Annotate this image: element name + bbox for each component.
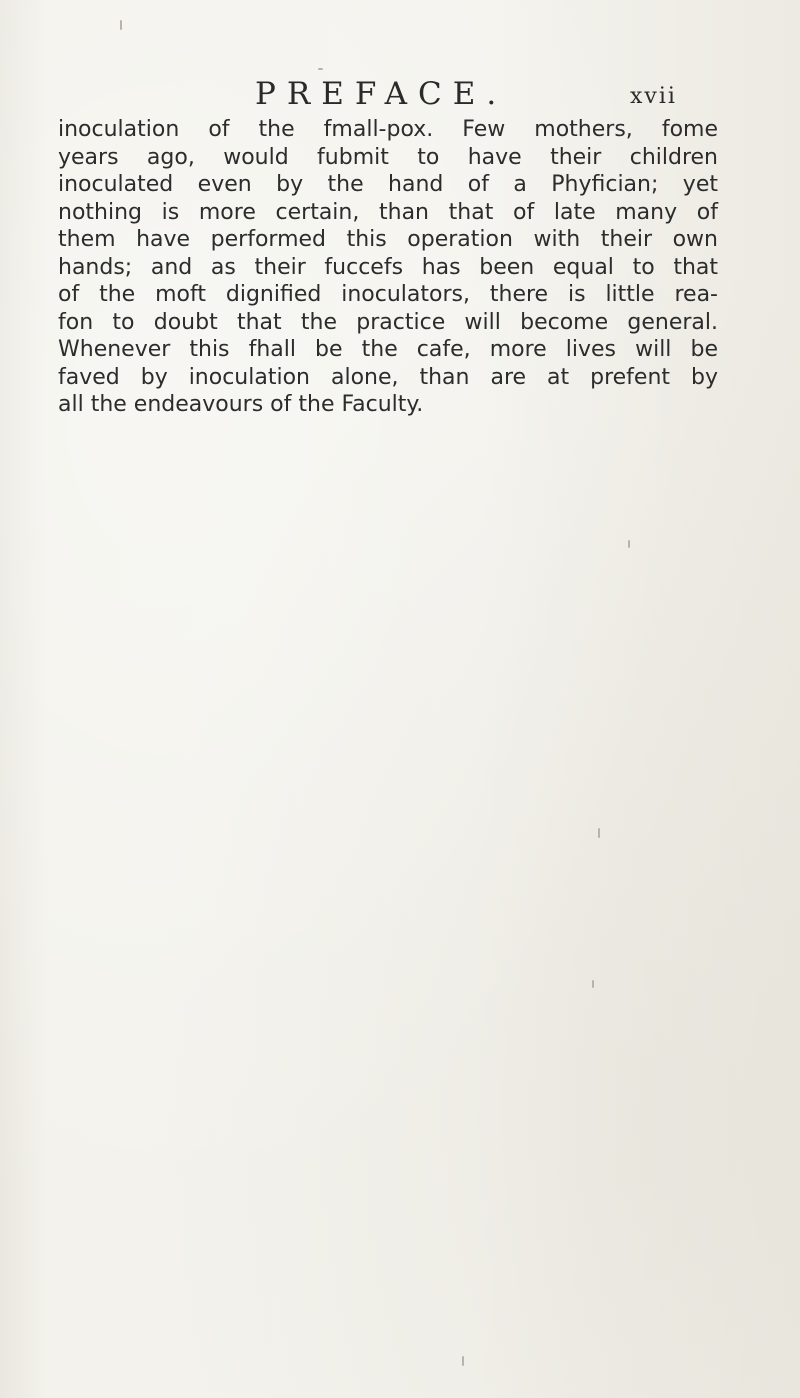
- text-line: hands; and as their fuccefs has been equal to that: [58, 254, 718, 280]
- body-paragraph: [58, 116, 718, 419]
- paper-speck: [318, 68, 323, 70]
- page-number: xvii: [630, 84, 677, 109]
- text-line: inoculation of the fmall-pox. Few mothers, fome: [58, 117, 718, 142]
- text-line: all the endeavours of the Faculty.: [58, 392, 424, 417]
- running-title: PREFACE.: [255, 76, 508, 112]
- text-line: of the moft dignified inoculators, there is little rea-: [58, 282, 718, 307]
- text-line: faved by inoculation alone, than are at prefent by: [58, 364, 718, 390]
- paper-speck: [628, 540, 630, 548]
- page-header: [0, 76, 800, 112]
- text-line: fon to doubt that the practice will become general.: [58, 309, 718, 335]
- text-line: Whenever this fhall be the cafe, more lives will be: [58, 337, 718, 362]
- text-line: inoculated even by the hand of a Phyfician; yet: [58, 172, 718, 197]
- paper-speck: [598, 828, 600, 838]
- text-line: nothing is more certain, than that of late many of: [58, 199, 718, 225]
- paper-speck: [120, 20, 122, 30]
- paper-speck: [462, 1356, 464, 1366]
- paper-speck: [592, 980, 594, 988]
- text-line: years ago, would fubmit to have their children: [58, 144, 718, 170]
- text-line: them have performed this operation with their own: [58, 227, 718, 252]
